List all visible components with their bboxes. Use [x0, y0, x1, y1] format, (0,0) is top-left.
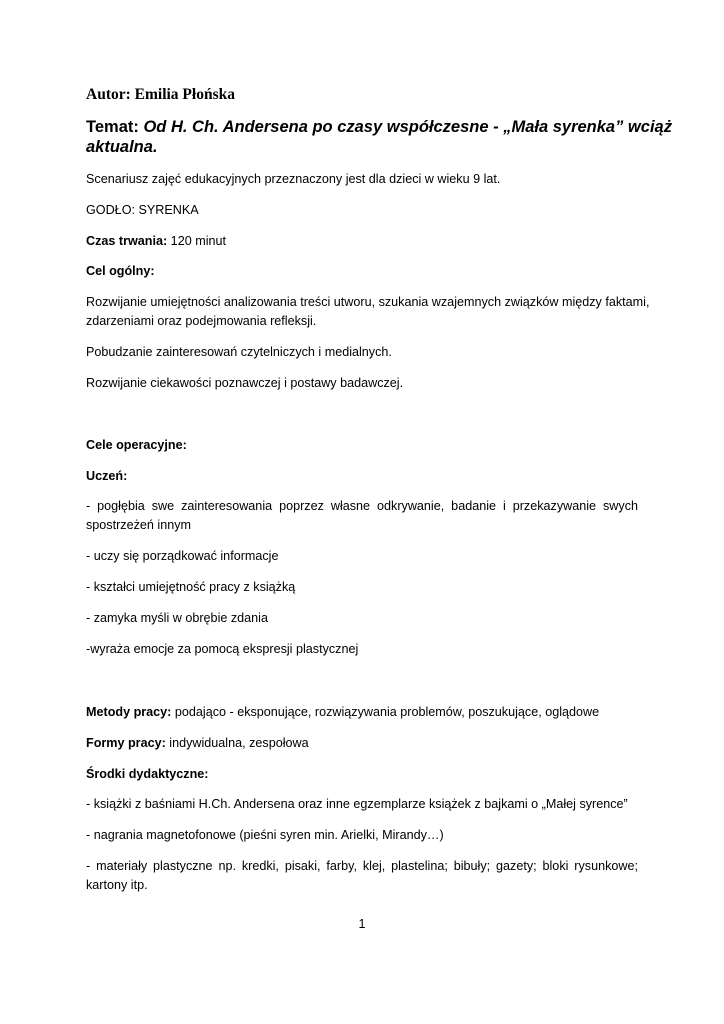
operational-item-5: -wyraża emocje za pomocą ekspresji plastycznej — [86, 642, 359, 656]
student-heading — [86, 467, 638, 486]
forms-line — [86, 734, 638, 753]
didactic-item-1: - książki z baśniami H.Ch. Andersena oraz inne egzemplarze książek z bajkami o „Małej syrence” — [86, 797, 628, 811]
duration-value: 120 minut — [167, 234, 226, 248]
student-heading-text: Uczeń: — [86, 469, 128, 483]
general-goal-p1-line2: zdarzeniami oraz podejmowania refleksji. — [86, 314, 317, 328]
forms-value: indywidualna, zespołowa — [165, 736, 309, 750]
duration-label: Czas trwania: — [86, 234, 168, 248]
didactic-means-heading — [86, 765, 638, 784]
didactic-item-3-line1: - materiały plastyczne np. kredki, pisaki, farby, klej, plastelina; bibuły; gazety; bloki rysunkowe; — [86, 859, 638, 873]
emblem-text: GODŁO: SYRENKA — [86, 203, 199, 217]
methods-label: Metody pracy: — [86, 705, 172, 719]
methods-line — [86, 703, 638, 722]
methods-value: podająco - eksponujące, rozwiązywania problemów, poszukujące, oglądowe — [171, 705, 600, 719]
forms-label: Formy pracy: — [86, 736, 166, 750]
page-number: 1 — [358, 917, 366, 931]
operational-item-2: - uczy się porządkować informacje — [86, 549, 279, 563]
operational-item-1-line2: spostrzeżeń innym — [86, 518, 191, 532]
operational-goals-heading — [86, 436, 638, 455]
operational-item-1-line1: - pogłębia swe zainteresowania poprzez własne odkrywanie, badanie i przekazywanie swych — [86, 499, 638, 513]
general-goal-heading — [86, 262, 638, 281]
didactic-item-3-line2: kartony itp. — [86, 878, 148, 892]
topic-line-1 — [86, 117, 672, 137]
author-line: Autor: Emilia Płońska — [86, 86, 235, 103]
didactic-item-2: - nagrania magnetofonowe (pieśni syren min. Arielki, Mirandy…) — [86, 828, 444, 842]
operational-goals-heading-text: Cele operacyjne: — [86, 438, 187, 452]
general-goal-heading-text: Cel ogólny: — [86, 264, 155, 278]
general-goal-p1-line1: Rozwijanie umiejętności analizowania treści utworu, szukania wzajemnych związków między faktami, — [86, 295, 650, 309]
operational-item-3: - kształci umiejętność pracy z książką — [86, 580, 296, 594]
topic-line-2 — [86, 137, 638, 157]
duration-line — [86, 232, 638, 251]
general-goal-p2: Pobudzanie zainteresowań czytelniczych i medialnych. — [86, 345, 392, 359]
general-goal-p3: Rozwijanie ciekawości poznawczej i postawy badawczej. — [86, 376, 404, 390]
topic-title-part-2: aktualna. — [86, 138, 158, 156]
didactic-means-heading-text: Środki dydaktyczne: — [86, 767, 209, 781]
topic-label: Temat: — [86, 118, 139, 136]
operational-item-4: - zamyka myśli w obrębie zdania — [86, 611, 268, 625]
topic-title-part-1: Od H. Ch. Andersena po czasy współczesne - „Mała syrenka” wciąż — [143, 118, 672, 136]
intro-text: Scenariusz zajęć edukacyjnych przeznaczony jest dla dzieci w wieku 9 lat. — [86, 172, 501, 186]
